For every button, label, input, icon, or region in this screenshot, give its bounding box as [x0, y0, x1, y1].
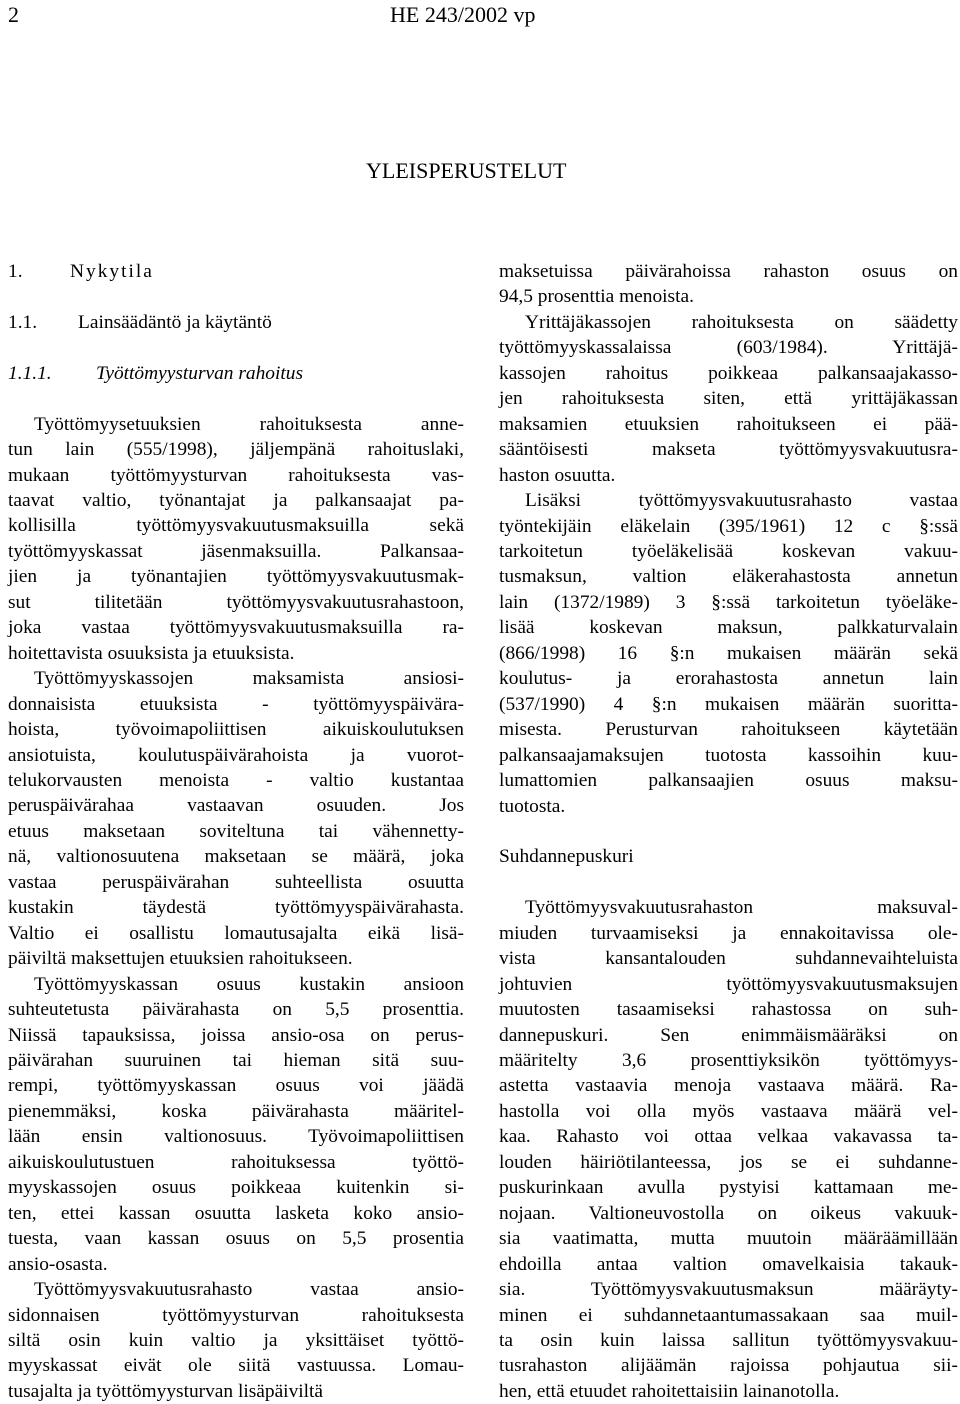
text-line: lisää koskevan maksun, palkkaturvalain [499, 617, 958, 639]
right-column [499, 259, 958, 1404]
text-line: Yrittäjäkassojen rahoituksesta on säädetty [525, 311, 958, 333]
text-line: koulutus- ja erorahastosta annetun lain [499, 668, 958, 690]
text-line: ansiotuista, koulutuspäivärahoista ja vuorot- [8, 744, 464, 766]
text-line: joka vastaa työttömyysvakuutusmaksuilla ra- [8, 617, 464, 639]
text-line: tuotosta. [499, 795, 566, 817]
heading-number: 1.1.1. [8, 362, 52, 384]
text-line: Työttömyysetuuksien rahoituksesta anne- [34, 413, 464, 435]
text-line: Työttömyyskassan osuus kustakin ansioon [34, 973, 464, 995]
text-line: kollisilla työttömyysvakuutusmaksuilla sekä [8, 515, 464, 537]
text-line: vastaa peruspäivärahan suhteellista osuutta [8, 871, 464, 893]
text-line: pienemmäksi, koska päivärahasta määritel- [8, 1100, 464, 1122]
text-line: muutosten tasaamiseksi rahastossa on suh- [499, 999, 958, 1021]
text-line: lain (1372/1989) 3 §:ssä tarkoitetun työeläke- [499, 591, 958, 613]
body-text [499, 895, 958, 1404]
text-line: työttömyyskassalaissa (603/1984). Yrittäjä- [499, 337, 958, 359]
text-line: telukorvausten menoista - valtio kustantaa [8, 770, 464, 792]
text-line: misesta. Perusturvan rahoitukseen käytetään [499, 719, 958, 741]
text-line: päivärahan suuruinen tai hieman sitä suu- [8, 1050, 464, 1071]
text-line: maksetuissa päivärahoissa rahaston osuus on [499, 261, 958, 282]
text-line: suhteutetusta päivärahasta on 5,5 prosenttia. [8, 999, 464, 1021]
text-line: mukaan työttömyysturvan rahoituksesta vas- [8, 464, 464, 486]
body-text [499, 259, 958, 819]
text-line: dannepuskuri. Sen enimmäismääräksi on [499, 1024, 958, 1046]
text-line: myyskassojen osuus poikkeaa kuitenkin si- [8, 1177, 464, 1199]
text-line: kaa. Rahasto voi ottaa velkaa vakavassa ta- [499, 1126, 958, 1148]
text-line: nä, valtionosuutena maksetaan se määrä, joka [8, 846, 464, 868]
text-line: maksamien etuuksien rahoitukseen ei pää- [499, 413, 958, 435]
text-line: aikuiskoulutustuen rahoituksessa työttö- [8, 1151, 464, 1173]
text-line: päiviltä maksettujen etuuksien rahoitukseen. [8, 948, 353, 970]
text-line: ehdoilla antaa valtion omavelkaisia takauk- [499, 1253, 958, 1275]
text-line: (866/1998) 16 §:n mukaisen määrän sekä [499, 642, 958, 664]
text-line: louden häiriötilanteessa, jos se ei suhdanne- [499, 1151, 958, 1173]
text-line: Niissä tapauksissa, joissa ansio-osa on perus- [8, 1024, 464, 1046]
text-line: palkansaajamaksujen tuotosta kassoihin kuu- [499, 744, 958, 766]
text-line: Valtio ei osallistu lomautusajalta eikä lisä- [8, 922, 464, 944]
text-line: Lisäksi työttömyysvakuutusrahasto vastaa [525, 490, 958, 512]
subheading: Suhdannepuskuri [499, 846, 634, 868]
text-line: sääntöisesti makseta työttömyysvakuutusra- [499, 439, 958, 461]
text-line: kassojen rahoitus poikkeaa palkansaajakasso- [499, 362, 958, 384]
text-line: haston osuutta. [499, 464, 616, 486]
text-line: myyskassat eivät ole siitä vastuussa. Lomau- [8, 1355, 464, 1377]
text-line: ta osin kuin laissa sallitun työttömyysvakuu- [499, 1330, 958, 1351]
heading-number: 1. [8, 261, 23, 282]
text-line: sut tilitetään työttömyysvakuutusrahastoon, [8, 591, 464, 613]
text-line: hoitettavista osuuksista ja etuuksista. [8, 642, 295, 664]
body-text [8, 412, 464, 1404]
page-number: 2 [8, 2, 19, 27]
text-line: puskurinkaan avulla pystyisi kattamaan me- [499, 1177, 958, 1199]
text-line: lumattomien palkansaajien osuus maksu- [499, 770, 958, 792]
text-line: hoista, työvoimapoliittisen aikuiskoulutuksen [8, 719, 464, 741]
text-line: (537/1990) 4 §:n mukaisen määrän suoritta- [499, 693, 958, 715]
text-line: etuus maksetaan soviteltuna tai vähennetty- [8, 820, 464, 842]
heading-number: 1.1. [8, 311, 38, 333]
text-line: kustakin täydestä työttömyyspäivärahasta. [8, 897, 464, 919]
document-id: HE 243/2002 vp [390, 2, 536, 27]
text-line: rempi, työttömyyskassan osuus voi jäädä [8, 1075, 464, 1097]
text-line: hen, että etuudet rahoitettaisiin lainanotolla. [499, 1380, 840, 1402]
text-line: määritelty 3,6 prosenttiyksikön työttömyys- [499, 1050, 958, 1072]
text-line: jen rahoituksesta siten, että yrittäjäkassan [499, 388, 958, 410]
text-line: nojaan. Valtioneuvostolla on oikeus vakuuk- [499, 1202, 958, 1224]
text-line: Työttömyysvakuutusrahaston maksuval- [525, 897, 958, 919]
text-line: sia. Työttömyysvakuutusmaksun määräyty- [499, 1279, 958, 1301]
text-line: tusrahaston alijäämän rajoissa pohjautua sii- [499, 1355, 958, 1377]
text-line: 94,5 prosenttia menoista. [499, 286, 694, 308]
text-line: tusmaksun, valtion eläkerahastosta annetun [499, 566, 958, 588]
heading-level2 [8, 310, 464, 335]
text-line: jien ja työnantajien työttömyysvakuutusmak- [8, 566, 464, 588]
text-line: tun lain (555/1998), jäljempänä rahoituslaki, [8, 439, 464, 461]
heading-level3 [8, 361, 464, 386]
text-line: työntekijäin eläkelain (395/1961) 12 c §:ssä [499, 515, 958, 537]
text-line: Työttömyysvakuutusrahasto vastaa ansio- [34, 1279, 464, 1301]
heading-level1 [8, 259, 464, 284]
text-line: tusajalta ja työttömyysturvan lisäpäiviltä [8, 1380, 324, 1402]
text-line: lään ensin valtionosuus. Työvoimapoliittisen [8, 1126, 464, 1148]
heading-title: Työttömyysturvan rahoitus [96, 362, 304, 384]
text-line: tuesta, vaan kassan osuus on 5,5 prosentia [8, 1228, 464, 1250]
text-line: astetta vastaavia menoja vastaava määrä. Ra- [499, 1075, 958, 1097]
text-line: vista kansantalouden suhdannevaihteluista [499, 948, 958, 970]
text-line: minen ei suhdannetaantumassakaan saa muil- [499, 1304, 958, 1326]
text-line: tarkoitetun työeläkelisää koskevan vakuu- [499, 540, 958, 562]
text-line: sidonnaisen työttömyysturvan rahoituksesta [8, 1304, 464, 1326]
text-line: ansio-osasta. [8, 1253, 108, 1275]
text-line: johtuvien työttömyysvakuutusmaksujen [499, 973, 958, 995]
text-line: siltä osin kuin valtio ja yksittäiset työttö- [8, 1329, 464, 1351]
text-line: peruspäivärahaa vastaavan osuuden. Jos [8, 795, 464, 817]
text-line: Työttömyyskassojen maksamista ansiosi- [34, 668, 464, 690]
heading-title: Nykytila [70, 261, 154, 282]
text-line: hastolla voi olla myös vastaava määrä vel- [499, 1100, 958, 1122]
left-column [8, 259, 464, 1404]
text-line: miuden turvaamiseksi ja ennakoitavissa ole- [499, 922, 958, 944]
text-line: ten, ettei kassan osuutta lasketa koko ansio- [8, 1202, 464, 1224]
text-line: donnaisista etuuksista - työttömyyspäivära- [8, 693, 464, 715]
text-line: taavat valtio, työnantajat ja palkansaajat pa- [8, 490, 464, 512]
text-line: työttömyyskassat jäsenmaksuilla. Palkansaa- [8, 540, 464, 562]
text-line: sia vaatimatta, mutta muutoin määräämillään [499, 1228, 958, 1250]
section-title: YLEISPERUSTELUT [366, 158, 567, 183]
heading-title: Lainsäädäntö ja käytäntö [78, 311, 272, 333]
